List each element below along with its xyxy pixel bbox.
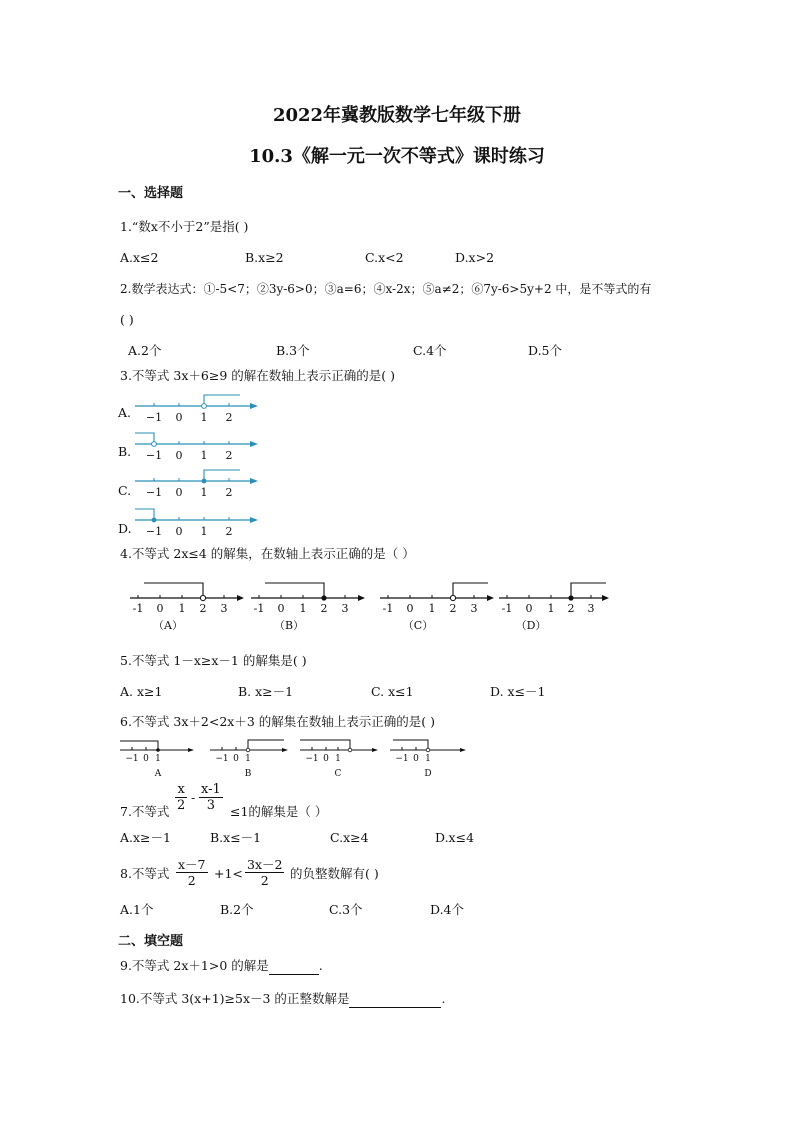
tick-label: 0: [525, 602, 533, 615]
answer-blank[interactable]: [269, 958, 319, 975]
q4-number-line-b: [247, 578, 367, 632]
numerator: x－7: [178, 857, 206, 872]
q2-option-d: D.5个: [528, 343, 563, 358]
tick-label: 2: [225, 449, 233, 462]
q8-option-c: C.3个: [329, 902, 363, 917]
q6-number-line-b: [208, 736, 294, 780]
q8-option-b: B.2个: [220, 902, 254, 917]
tick-label: 3: [587, 602, 595, 615]
question-3-stem: 3.不等式 3x＋6≥9 的解在数轴上表示正确的是( ): [120, 368, 395, 383]
question-7-prefix: 7.不等式: [120, 804, 170, 819]
tick-label: -1: [382, 602, 394, 615]
section-heading-fill-in: 二、填空题: [118, 934, 184, 949]
q1-option-c: C.x<2: [365, 250, 404, 265]
q7-fraction-1: [175, 782, 187, 813]
tick-label: -1: [132, 602, 144, 615]
tick-label: 2: [225, 486, 233, 499]
tick-label: 1: [428, 602, 436, 615]
q3-number-line-a: [132, 394, 262, 424]
q5-option-c: C. x≤1: [371, 684, 414, 699]
question-2-stem: 2.数学表达式：①-5<7；②3y-6>0；③a=6；④x-2x；⑤a≠2；⑥7y-6>5y+2 中，是不等式的有: [120, 282, 652, 296]
caption: A: [154, 769, 162, 779]
q7-option-a: A.x≥－1: [120, 830, 171, 845]
q1-option-a: A.x≤2: [120, 250, 159, 265]
q5-option-b: B. x≥－1: [238, 684, 294, 699]
tick-label: -1: [501, 602, 513, 615]
tick-label: -1: [253, 602, 265, 615]
tick-label: 0: [175, 486, 183, 499]
q6-number-line-c: [298, 736, 384, 780]
q1-option-d: D.x>2: [455, 250, 495, 265]
numerator: x: [175, 782, 187, 798]
numerator: x-1: [201, 782, 221, 797]
q3-option-b-label: B.: [118, 444, 132, 459]
question-2-paren: ( ): [120, 312, 134, 327]
caption: C: [334, 769, 342, 779]
tick-label: 1: [425, 754, 431, 764]
q8-option-d: D.4个: [430, 902, 465, 917]
question-10-text: 10.不等式 3(x+1)≥5x－3 的正整数解是: [120, 991, 350, 1006]
denominator: 2: [260, 873, 269, 888]
tick-label: 2: [320, 602, 328, 615]
q4-number-line-c: [376, 578, 496, 632]
question-1-stem: 1.“数x不小于2”是指( ): [120, 219, 249, 234]
tick-label: −1: [145, 411, 163, 424]
q6-number-line-d: [388, 736, 472, 780]
q1-option-b: B.x≥2: [245, 250, 284, 265]
tick-label: 1: [200, 449, 208, 462]
denominator: 2: [187, 873, 196, 888]
tick-label: 0: [406, 602, 414, 615]
question-9-text: 9.不等式 2x＋1>0 的解是: [120, 958, 269, 973]
q7-option-c: C.x≥4: [330, 830, 369, 845]
tick-label: 0: [175, 411, 183, 424]
denominator: 2: [177, 798, 186, 813]
question-6-stem: 6.不等式 3x＋2<2x＋3 的解集在数轴上表示正确的是( ): [120, 714, 435, 729]
caption: D: [424, 769, 432, 779]
q6-number-line-a: [118, 736, 198, 780]
question-8-suffix: 的负整数解有( ): [290, 866, 379, 881]
tick-label: 1: [245, 754, 251, 764]
q7-minus-sign: -: [191, 790, 196, 805]
question-4-stem: 4.不等式 2x≤4 的解集，在数轴上表示正确的是（ ）: [120, 546, 415, 561]
denominator: 3: [206, 798, 216, 813]
document-title: 2022年冀教版数学七年级下册: [272, 105, 522, 126]
tick-label: 2: [449, 602, 457, 615]
tick-label: 1: [547, 602, 555, 615]
caption: （B）: [273, 619, 305, 632]
numerator: 3x－2: [247, 857, 283, 872]
tick-label: −1: [145, 486, 163, 499]
tick-label: 2: [567, 602, 575, 615]
question-8-prefix: 8.不等式: [120, 866, 170, 881]
tick-label: −1: [145, 525, 163, 538]
q3-option-c-label: C.: [118, 483, 132, 498]
tick-label: −1: [215, 754, 229, 764]
tick-label: 0: [143, 754, 149, 764]
q5-option-a: A. x≥1: [120, 684, 163, 699]
tick-label: −1: [395, 754, 409, 764]
tick-label: 1: [178, 602, 186, 615]
tick-label: 1: [200, 411, 208, 424]
tick-label: 0: [323, 754, 329, 764]
tick-label: 2: [225, 411, 233, 424]
caption: B: [244, 769, 252, 779]
tick-label: 0: [175, 525, 183, 538]
tick-label: 3: [470, 602, 478, 615]
tick-label: −1: [145, 449, 163, 462]
question-8-mid: +1<: [214, 866, 243, 881]
section-heading-multiple-choice: 一、选择题: [118, 186, 184, 201]
tick-label: −1: [125, 754, 139, 764]
tick-label: 3: [341, 602, 349, 615]
q3-number-line-d: [132, 508, 262, 538]
q7-fraction-2: [199, 782, 223, 813]
q3-option-a-label: A.: [118, 405, 132, 420]
q8-option-a: A.1个: [120, 902, 154, 917]
tick-label: −1: [305, 754, 319, 764]
q2-option-c: C.4个: [413, 343, 447, 358]
tick-label: 1: [200, 486, 208, 499]
q7-option-b: B.x≤－1: [210, 830, 262, 845]
q2-option-a: A.2个: [128, 343, 162, 358]
tick-label: 0: [233, 754, 239, 764]
caption: （C）: [402, 619, 434, 632]
answer-blank[interactable]: [349, 991, 441, 1008]
caption: （D）: [515, 619, 547, 632]
tick-label: 1: [299, 602, 307, 615]
q3-number-line-b: [132, 432, 262, 462]
tick-label: 0: [413, 754, 419, 764]
tick-label: 0: [277, 602, 285, 615]
question-7-suffix: ≤1的解集是（ ）: [230, 804, 328, 819]
tick-label: 0: [175, 449, 183, 462]
tick-label: 0: [156, 602, 164, 615]
tick-label: 1: [200, 525, 208, 538]
question-5-stem: 5.不等式 1－x≥x－1 的解集是( ): [120, 653, 307, 668]
q7-option-d: D.x≤4: [435, 830, 475, 845]
caption: （A）: [153, 619, 183, 632]
q3-option-d-label: D.: [118, 521, 132, 536]
period: .: [441, 991, 446, 1006]
document-subtitle: 10.3《解一元一次不等式》课时练习: [249, 146, 545, 167]
q4-number-line-d: [495, 578, 615, 632]
tick-label: 1: [335, 754, 341, 764]
period: .: [318, 958, 323, 973]
tick-label: 2: [225, 525, 233, 538]
question-9: [120, 958, 323, 975]
question-10: [120, 991, 445, 1008]
q4-number-line-a: [126, 578, 246, 632]
q3-number-line-c: [132, 469, 262, 499]
q8-fraction-2: [245, 857, 284, 888]
q2-option-b: B.3个: [276, 343, 310, 358]
tick-label: 1: [155, 754, 161, 764]
q8-fraction-1: [176, 857, 208, 888]
tick-label: 2: [199, 602, 207, 615]
tick-label: 3: [220, 602, 228, 615]
q5-option-d: D. x≤－1: [490, 684, 546, 699]
